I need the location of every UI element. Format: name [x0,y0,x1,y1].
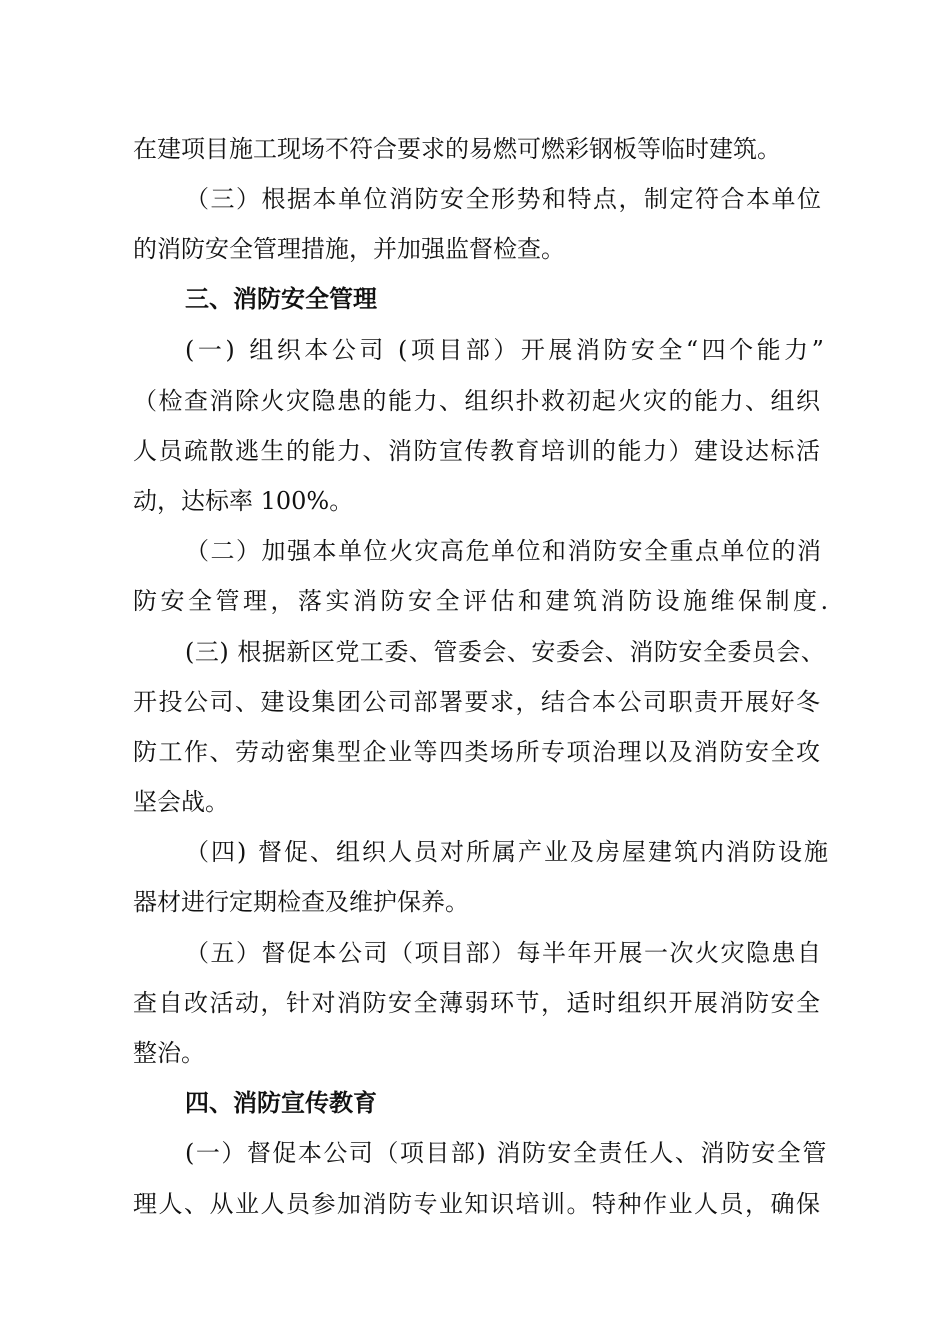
text-line: 开投公司、建设集团公司部署要求，结合本公司职责开展好冬 [133,688,822,716]
text-line: 在建项目施工现场不符合要求的易燃可燃彩钢板等临时建筑。 [133,135,781,163]
text-line: （五）督促本公司（项目部）每半年开展一次火灾隐患自 [185,939,823,967]
text-line: (三) 根据新区党工委、管委会、安委会、消防安全委员会、 [185,638,826,666]
text-line: （二）加强本单位火灾高危单位和消防安全重点单位的消 [185,537,823,565]
text-line: 防安全管理，落实消防安全评估和建筑消防设施维保制度. [133,587,832,615]
text-line: 防工作、劳动密集型企业等四类场所专项治理以及消防安全攻 [133,738,822,766]
text-line: 器材进行定期检查及维护保养。 [133,888,469,916]
text-line: 人员疏散逃生的能力、消防宣传教育培训的能力）建设达标活 [133,437,822,465]
text-line: (一）督促本公司（项目部) 消防安全责任人、消防安全管 [185,1139,828,1167]
section-heading: 四、消防宣传教育 [185,1089,377,1117]
text-line: （检查消除火灾隐患的能力、组织扑救初起火灾的能力、组织 [133,387,822,415]
text-line: (一) 组织本公司 (项目部）开展消防安全“四个能力” [185,336,828,364]
text-line: 坚会战。 [133,788,229,816]
section-heading: 三、消防安全管理 [185,285,377,313]
text-line: 整治。 [133,1039,205,1067]
text-line: （三）根据本单位消防安全形势和特点，制定符合本单位 [185,185,823,213]
text-line: 查自改活动，针对消防安全薄弱环节，适时组织开展消防安全 [133,989,822,1017]
text-line: 动，达标率 100%。 [133,487,354,515]
text-line: 理人、从业人员参加消防专业知识培训。特种作业人员，确保 [133,1190,822,1218]
text-line: （四) 督促、组织人员对所属产业及房屋建筑内消防设施 [185,838,830,866]
text-line: 的消防安全管理措施，并加强监督检查。 [133,235,565,263]
